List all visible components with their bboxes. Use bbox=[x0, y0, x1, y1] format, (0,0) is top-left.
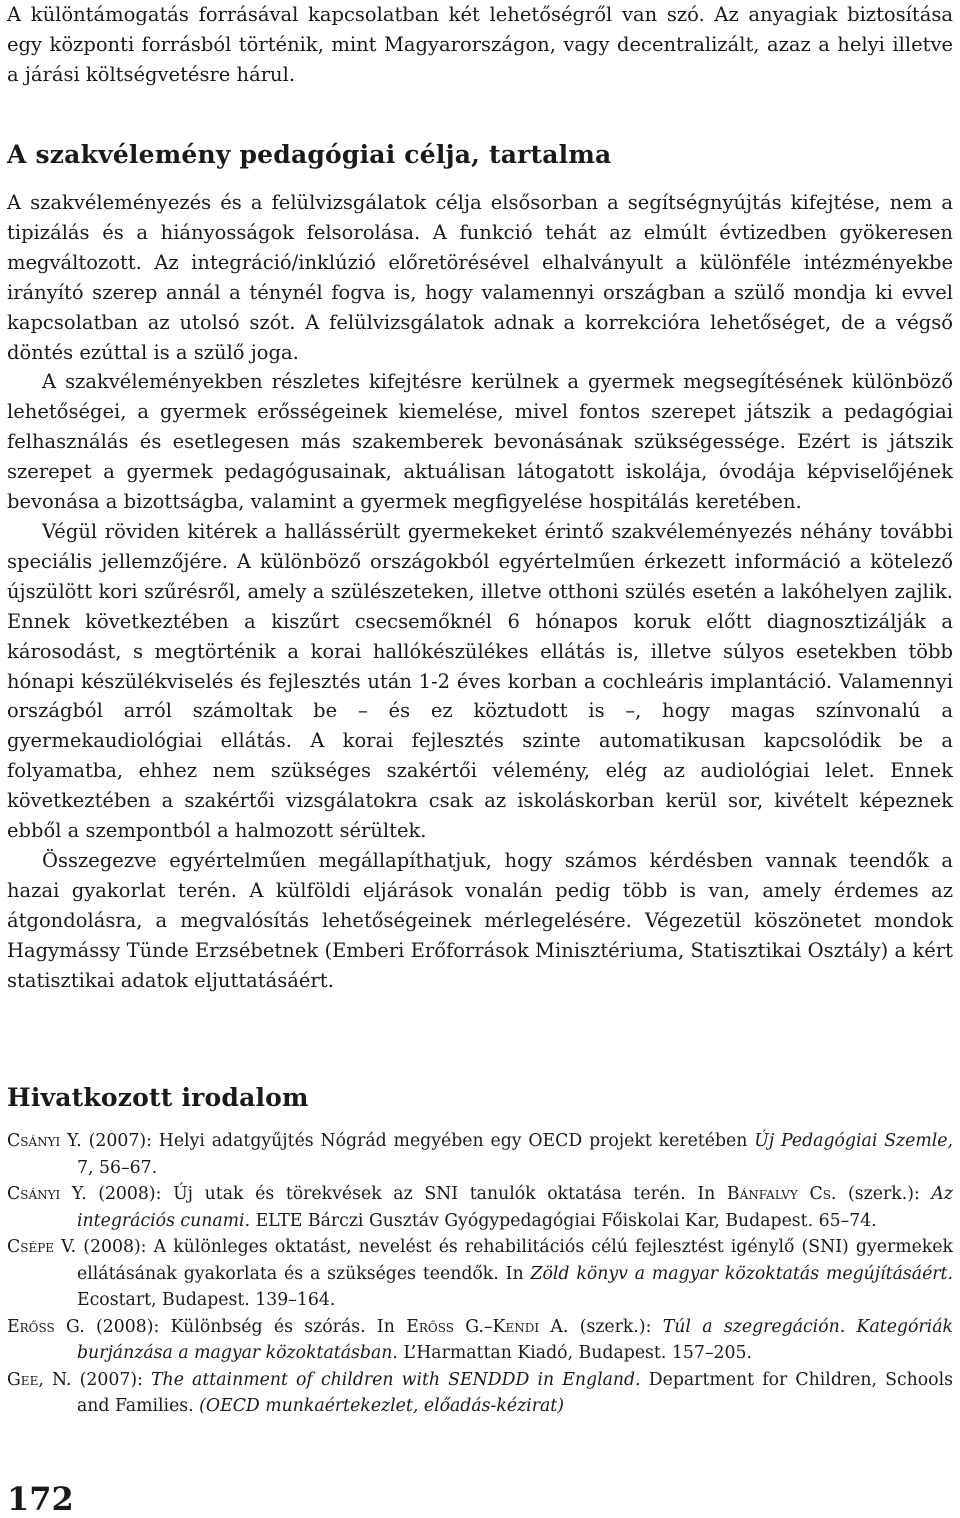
intro-paragraph: A különtámogatás forrásával kapcsolatban két lehetőségről van szó. Az anyagiak biztosítása egy központi forrásból történik, mint Magyarországon, vagy decentralizált, azaz a helyi illetve a járási költségvetésre hárul. bbox=[7, 3, 953, 86]
reference-item: Csányi Y. (2008): Új utak és törekvések az SNI tanulók oktatása terén. In Bánfalvy Cs. (szerk.): Az integrációs cunami. ELTE Bárczi Gusztáv Gyógypedagógiai Főiskolai Kar, Budapest. 65–74. bbox=[7, 1184, 953, 1231]
page-number: 172 bbox=[7, 1480, 74, 1518]
section-body bbox=[7, 188, 953, 995]
reference-item: Csépe V. (2008): A különleges oktatást, nevelést és rehabilitációs célú fejlesztést igénylő (SNI) gyermekek ellátásának gyakorlata és a szükséges teendők. In Zöld könyv a magyar közoktatás megújításáért. Ecostart, Budapest. 139–164. bbox=[7, 1237, 953, 1310]
intro-block bbox=[7, 0, 953, 90]
body-paragraph: A szakvéleményekben részletes kifejtésre kerülnek a gyermek megsegítésének különböző lehetőségei, a gyermek erősségeinek kiemelése, mivel fontos szerepet játszik a pedagógiai felhasználás és esetlegesen más szakemberek bevonásának szükségessége. Ezért is játszik szerepet a gyermek pedagógusainak, aktuálisan látogatott iskolája, óvodája képviselőjének bevonása a bizottságba, valamint a gyermek megfigyelése hospitálás keretében. bbox=[7, 370, 953, 514]
reference-item: Erőss G. (2008): Különbség és szórás. In Erőss G.–Kendi A. (szerk.): Túl a szegregáción. Kategóriák burjánzása a magyar közoktatásban. L’Harmattan Kiadó, Budapest. 157–205. bbox=[7, 1316, 953, 1363]
reference-list bbox=[7, 1128, 953, 1420]
reference-item: Gee, N. (2007): The attainment of children with SENDDD in England. Department for Children, Schools and Families. (OECD munkaértekezlet, előadás-kézirat) bbox=[7, 1369, 953, 1416]
body-paragraph: A szakvéleményezés és a felülvizsgálatok célja elsősorban a segítségnyújtás kifejtése, nem a tipizálás és a hiányosságok felsorolása. A funkció tehát az elmúlt évtizedben gyökeresen megváltozott. Az integráció/inklúzió előretörésével elhalványult a különféle intézményekbe irányító szerep annál a ténynél fogva is, hogy valamennyi országban a szülő mondja ki evvel kapcsolatban az utolsó szót. A felülvizsgálatok adnak a korrekcióra lehetőséget, de a végső döntés ezúttal is a szülő joga. bbox=[7, 191, 953, 364]
document-page bbox=[7, 0, 953, 1416]
body-paragraph: Végül röviden kitérek a hallássérült gyermekeket érintő szakvéleményezés néhány további speciális jellemzőjére. A különböző országokból egyértelműen érkezett információ a kötelező újszülött kori szűrésről, amely a szülészeteken, illetve otthoni szülés esetén a lakóhelyen zajlik. Ennek következtében a kiszűrt csecsemőknél 6 hónapos koruk előtt diagnosztizálják a károsodást, s megtörténik a korai hallókészülékes ellátás is, illetve súlyos esetekben több hónapi készülékviselés és fejlesztés után 1-2 éves korban a cochleáris implantáció. Valamennyi országból arról számoltak be – és ez köztudott is –, hogy magas színvonalú a gyermekaudiológiai ellátás. A korai fejlesztés szinte automatikusan kapcsolódik be a folyamatba, ehhez nem szükséges szakértői vélemény, elég az audiológiai lelet. Ennek következtében a szakértői vizsgálatokra csak az iskoláskorban kerül sor, kivételt képeznek ebből a szempontból a halmozott sérültek. bbox=[7, 519, 953, 843]
references-heading: Hivatkozott irodalom bbox=[7, 1083, 309, 1112]
reference-item: Csányi Y. (2007): Helyi adatgyűjtés Nógrád megyében egy OECD projekt keretében Új Pedagógiai Szemle, 7, 56–67. bbox=[7, 1131, 953, 1178]
section-heading: A szakvélemény pedagógiai célja, tartalma bbox=[7, 140, 612, 169]
body-paragraph: Összegezve egyértelműen megállapíthatjuk, hogy számos kérdésben vannak teendők a hazai gyakorlat terén. A külföldi eljárások vonalán pedig több is van, amely érdemes az átgondolásra, a megvalósítás lehetőségeinek mérlegelésére. Végezetül köszönetet mondok Hagymássy Tünde Erzsébetnek (Emberi Erőforrások Minisztériuma, Statisztikai Osztály) a kért statisztikai adatok eljuttatásáért. bbox=[7, 848, 953, 992]
